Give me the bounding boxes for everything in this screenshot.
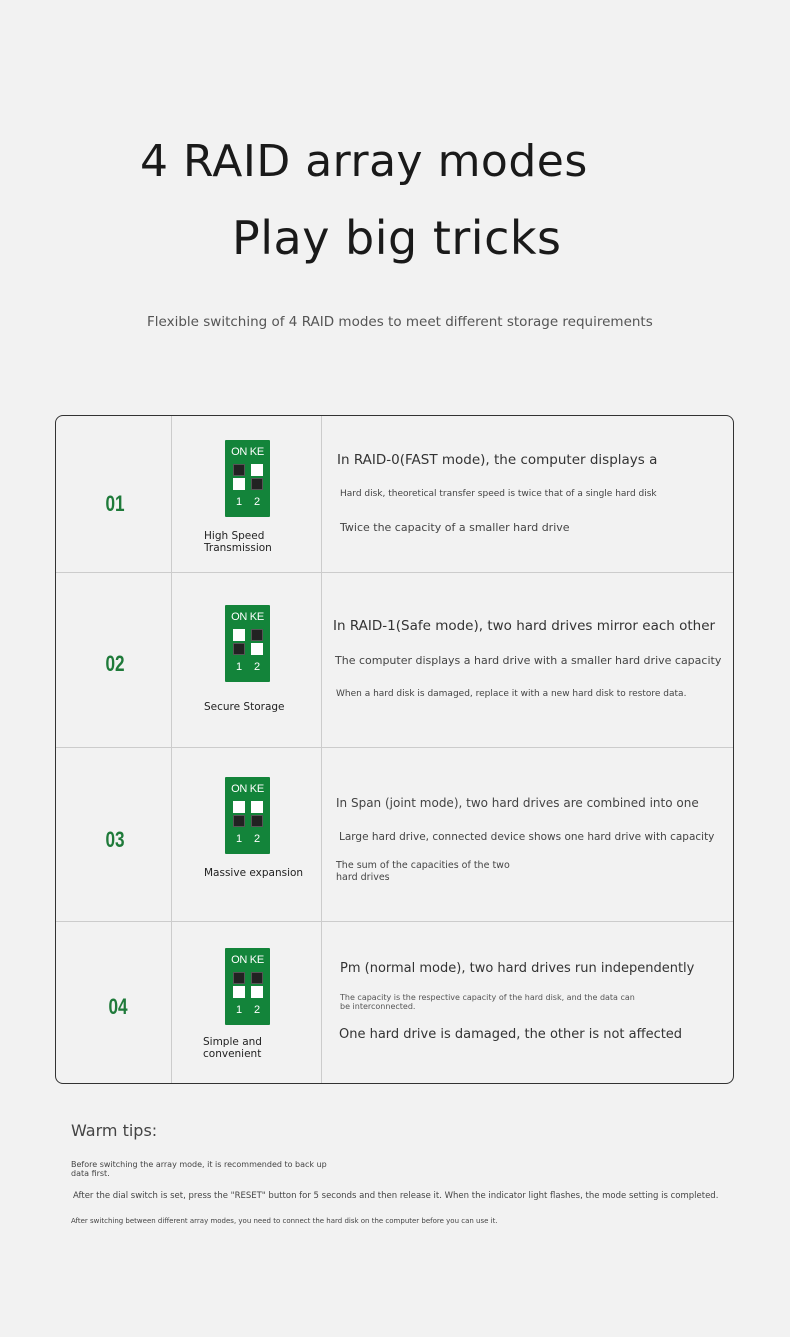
mode-number: 04 [108,994,128,1019]
switch-digit-1: 1 [235,1004,243,1016]
mode-line-2: Hard disk, theoretical transfer speed is twice that of a single hard disk [340,489,657,499]
mode-line-2: Large hard drive, connected device shows one hard drive with capacity [339,831,715,843]
mode-line-2: The computer displays a hard drive with a smaller hard drive capacity [335,654,722,667]
mode-number: 01 [105,491,125,516]
mode-line-3: Twice the capacity of a smaller hard drive [340,521,570,534]
mode-label: Secure Storage [204,701,285,713]
switch-digit-2: 2 [253,833,261,845]
mode-line-2: The capacity is the respective capacity of the hard disk, and the data can be interconnected. [340,993,635,1011]
switch-knob-2 [251,972,263,984]
switch-knob-1 [233,972,245,984]
switch-digit-1: 1 [235,496,243,508]
switch-digit-2: 2 [253,661,261,673]
tip-item: Before switching the array mode, it is recommended to back up data first. [71,1160,327,1178]
switch-on-label: ON KE [231,446,264,458]
headline-line-1: 4 RAID array modes [140,136,588,187]
mode-line-1: In Span (joint mode), two hard drives are combined into one [336,796,699,810]
switch-knob-1 [233,801,245,813]
switch-knob-1 [233,464,245,476]
switch-knob-2 [251,464,263,476]
switch-digit-2: 2 [253,496,261,508]
mode-line-1: Pm (normal mode), two hard drives run independently [340,961,695,976]
raid-modes-table [55,415,734,1084]
switch-digit-1: 1 [235,833,243,845]
column-divider [171,416,172,1083]
dip-switch-icon [225,605,270,682]
switch-on-label: ON KE [231,954,264,966]
mode-label: High Speed Transmission [204,530,272,554]
tip-item: After the dial switch is set, press the "RESET" button for 5 seconds and then release it. When the indicator light flashes, the mode setting is completed. [73,1191,719,1201]
mode-line-3: One hard drive is damaged, the other is not affected [339,1027,683,1042]
switch-digit-1: 1 [235,661,243,673]
row-divider [56,747,733,748]
column-divider [321,416,322,1083]
switch-knob-2 [251,629,263,641]
switch-knob-1 [233,629,245,641]
switch-on-label: ON KE [231,783,264,795]
switch-on-label: ON KE [231,611,264,623]
dip-switch-icon [225,948,270,1025]
dip-switch-icon [225,440,270,517]
mode-line-1: In RAID-1(Safe mode), two hard drives mirror each other [333,618,716,634]
switch-knob-2 [251,801,263,813]
mode-label: Simple and convenient [203,1036,262,1060]
mode-line-1: In RAID-0(FAST mode), the computer displays a [337,452,658,468]
row-divider [56,921,733,922]
switch-digit-2: 2 [253,1004,261,1016]
row-divider [56,572,733,573]
mode-line-3: The sum of the capacities of the two hard drives [336,860,510,883]
headline-line-2: Play big tricks [232,211,562,265]
tip-item: After switching between different array modes, you need to connect the hard disk on the computer before you can use it. [71,1217,498,1225]
tips-title: Warm tips: [71,1121,158,1140]
mode-number: 03 [105,827,125,852]
subtitle: Flexible switching of 4 RAID modes to meet different storage requirements [147,314,653,330]
dip-switch-icon [225,777,270,854]
mode-label: Massive expansion [204,867,304,879]
mode-line-3: When a hard disk is damaged, replace it with a new hard disk to restore data. [336,689,687,699]
mode-number: 02 [105,651,125,676]
